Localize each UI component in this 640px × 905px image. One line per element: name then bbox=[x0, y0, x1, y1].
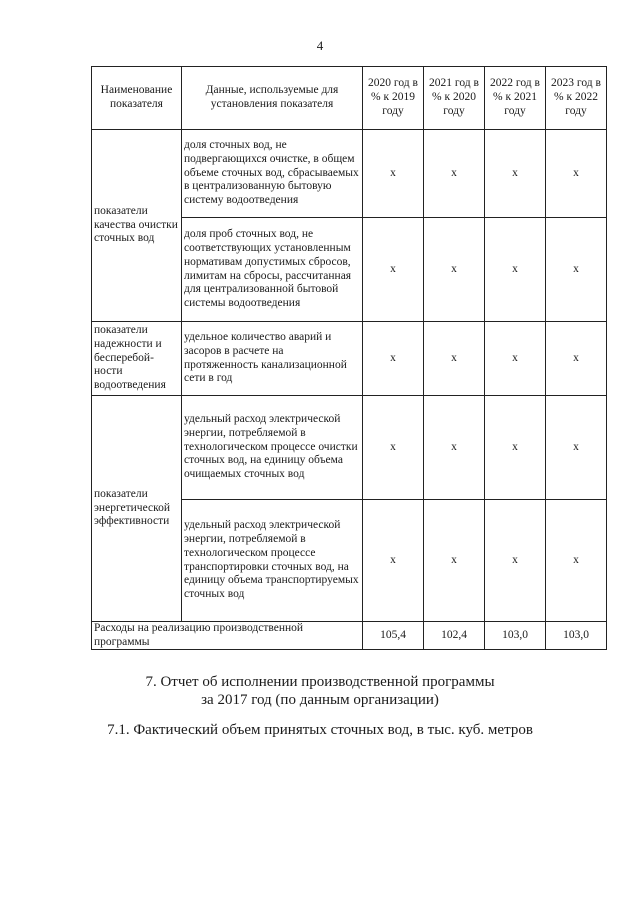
section-7-title bbox=[0, 673, 640, 709]
row-value-2021: x bbox=[424, 500, 485, 622]
table-row bbox=[92, 130, 607, 218]
row-value-2023: x bbox=[546, 322, 607, 396]
total-value-2022: 103,0 bbox=[485, 622, 546, 650]
row-value-2023: x bbox=[546, 218, 607, 322]
page-number: 4 bbox=[316, 38, 324, 53]
table-row bbox=[92, 322, 607, 396]
row-value-2023: x bbox=[546, 500, 607, 622]
header-2021: 2021 год в % к 2020 году bbox=[424, 67, 485, 130]
header-2022: 2022 год в % к 2021 году bbox=[485, 67, 546, 130]
row-value-2020: x bbox=[363, 500, 424, 622]
row-data: доля сточных вод, не подвергающихся очистке, в общем объеме сточных вод, сбрасываемых в централизованную бытовую систему водоотведения bbox=[182, 130, 363, 218]
row-value-2022: x bbox=[485, 322, 546, 396]
row-data: удельный расход электрической энергии, потребляемой в технологическом процессе транспортировки сточных вод, на единицу объема транспортируемых сточных вод bbox=[182, 500, 363, 622]
row-value-2022: x bbox=[485, 218, 546, 322]
row-value-2021: x bbox=[424, 218, 485, 322]
row-value-2020: x bbox=[363, 218, 424, 322]
row-value-2020: x bbox=[363, 130, 424, 218]
row-value-2021: x bbox=[424, 396, 485, 500]
group-name-energy: показатели энергетической эффективности bbox=[92, 396, 182, 622]
header-2023: 2023 год в % к 2022 году bbox=[546, 67, 607, 130]
total-value-2021: 102,4 bbox=[424, 622, 485, 650]
total-value-2023: 103,0 bbox=[546, 622, 607, 650]
total-label: Расходы на реализацию производственной программы bbox=[92, 622, 363, 650]
row-value-2020: x bbox=[363, 322, 424, 396]
row-value-2022: x bbox=[485, 130, 546, 218]
header-2020: 2020 год в % к 2019 году bbox=[363, 67, 424, 130]
total-value-2020: 105,4 bbox=[363, 622, 424, 650]
row-value-2022: x bbox=[485, 500, 546, 622]
section-7-title-line2: за 2017 год (по данным организации) bbox=[201, 692, 439, 708]
table-total-row bbox=[92, 622, 607, 650]
group-name-reliability: показатели надежности и бесперебой-ности водоотведения bbox=[92, 322, 182, 396]
row-data: удельное количество аварий и засоров в расчете на протяженность канализационной сети в год bbox=[182, 322, 363, 396]
row-data: удельный расход электрической энергии, потребляемой в технологическом процессе очистки сточных вод, на единицу объема очищаемых сточных вод bbox=[182, 396, 363, 500]
section-7-1-title: 7.1. Фактический объем принятых сточных вод, в тыс. куб. метров bbox=[107, 722, 533, 738]
header-name: Наименование показателя bbox=[92, 67, 182, 130]
row-value-2022: x bbox=[485, 396, 546, 500]
table-header-row bbox=[92, 67, 607, 130]
header-data: Данные, используемые для установления показателя bbox=[182, 67, 363, 130]
indicators-table bbox=[91, 66, 607, 650]
table-row bbox=[92, 396, 607, 500]
row-value-2021: x bbox=[424, 322, 485, 396]
section-7-title-line1: 7. Отчет об исполнении производственной программы bbox=[145, 674, 495, 690]
row-value-2020: x bbox=[363, 396, 424, 500]
row-value-2023: x bbox=[546, 130, 607, 218]
group-name-quality: показатели качества очистки сточных вод bbox=[92, 130, 182, 322]
row-data: доля проб сточных вод, не соответствующих установленным нормативам допустимых сбросов, лимитам на сбросы, рассчитанная для централизованной бытовой системы водоотведения bbox=[182, 218, 363, 322]
row-value-2023: x bbox=[546, 396, 607, 500]
row-value-2021: x bbox=[424, 130, 485, 218]
